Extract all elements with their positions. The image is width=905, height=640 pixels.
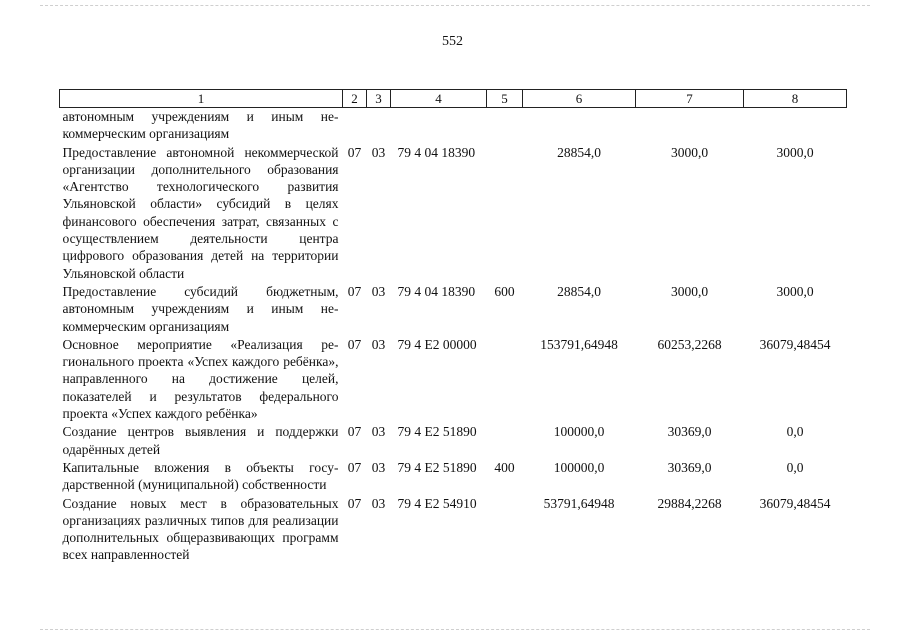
row-section: 07 bbox=[347, 459, 362, 475]
row-expense-type bbox=[487, 495, 523, 565]
row-section: 07 bbox=[347, 495, 362, 511]
column-header-3: 3 bbox=[367, 90, 391, 108]
row-value-col6: 153791,64948 bbox=[540, 336, 618, 352]
table-row bbox=[60, 495, 847, 565]
table-row bbox=[60, 144, 847, 283]
row-name: Основное мероприятие «Реализация регионального проекта «Успех каждого ребёнка», направленного на достижение целей, показателей и результатов федерального проекта «Успех каждого ребёнка» bbox=[62, 336, 339, 422]
column-header-2: 2 bbox=[343, 90, 367, 108]
scan-edge-bottom bbox=[40, 629, 870, 631]
row-subsection: 03 bbox=[371, 424, 386, 440]
row-name: Капитальные вложения в объекты государственной (муниципальной) собственности bbox=[62, 459, 339, 493]
row-value-col6: 53791,64948 bbox=[543, 495, 615, 511]
row-section: 07 bbox=[347, 336, 362, 352]
table-header bbox=[60, 90, 847, 108]
table-row bbox=[60, 459, 847, 495]
row-section: 07 bbox=[347, 283, 362, 299]
scan-edge-top bbox=[40, 5, 870, 7]
row-value-col7: 30369,0 bbox=[667, 459, 712, 475]
row-value-col6: 28854,0 bbox=[557, 144, 601, 160]
column-header-1: 1 bbox=[60, 90, 343, 108]
row-section: 07 bbox=[347, 144, 362, 160]
row-value-col7: 29884,2268 bbox=[657, 495, 722, 511]
row-name: Создание новых мест в образовательных организациях различных типов для реализации дополнительных общеразвивающих программ всех направленностей bbox=[62, 495, 339, 563]
row-value-col6: 28854,0 bbox=[557, 283, 601, 299]
row-value-col8: 0,0 bbox=[786, 459, 804, 475]
row-subsection bbox=[367, 108, 391, 144]
row-target-article: 79 4 E2 51890 bbox=[397, 459, 477, 475]
table-row bbox=[60, 423, 847, 459]
row-subsection: 03 bbox=[371, 283, 386, 299]
row-expense-type bbox=[487, 423, 523, 459]
row-target-article: 79 4 E2 00000 bbox=[397, 336, 477, 352]
row-value-col7: 3000,0 bbox=[670, 283, 709, 299]
column-header-7: 7 bbox=[636, 90, 744, 108]
row-subsection: 03 bbox=[371, 144, 386, 160]
row-name: Создание центров выявления и поддержки одарённых детей bbox=[62, 424, 339, 457]
row-expense-type bbox=[487, 144, 523, 283]
row-target-article: 79 4 E2 54910 bbox=[397, 495, 477, 511]
page-number: 552 bbox=[442, 34, 463, 49]
row-value-col7 bbox=[636, 108, 744, 144]
row-target-article bbox=[391, 108, 487, 144]
row-value-col8: 3000,0 bbox=[776, 144, 814, 160]
row-expense-type: 400 bbox=[494, 459, 515, 475]
row-value-col7: 30369,0 bbox=[667, 424, 712, 440]
budget-table bbox=[59, 89, 847, 565]
column-header-8: 8 bbox=[744, 90, 847, 108]
row-value-col6: 100000,0 bbox=[553, 459, 605, 475]
row-section: 07 bbox=[347, 424, 362, 440]
row-expense-type: 600 bbox=[494, 283, 515, 299]
row-target-article: 79 4 04 18390 bbox=[397, 283, 476, 299]
row-value-col6: 100000,0 bbox=[553, 424, 605, 440]
row-value-col8: 36079,48454 bbox=[759, 336, 831, 352]
row-name: Предоставление субсидий бюджетным, автономным учреждениям и иным некоммерческим организациям bbox=[62, 283, 339, 334]
row-value-col8: 0,0 bbox=[786, 424, 804, 440]
row-value-col8: 3000,0 bbox=[776, 283, 814, 299]
row-name: автономным учреждениям и иным некоммерческим организациям bbox=[62, 109, 339, 142]
row-subsection: 03 bbox=[371, 495, 386, 511]
row-name: Предоставление автономной некоммерческой организации дополнительного образования «Агентство технологического развития Ульяновской области» субсидий в целях финансового обеспечения затрат, связанных с осуществлением деятельности центра цифрового образования детей на территории Ульяновской области bbox=[62, 144, 339, 281]
row-value-col7: 3000,0 bbox=[670, 144, 709, 160]
row-subsection: 03 bbox=[371, 459, 386, 475]
row-expense-type bbox=[487, 108, 523, 144]
row-target-article: 79 4 04 18390 bbox=[397, 144, 476, 160]
row-value-col7: 60253,2268 bbox=[657, 336, 722, 352]
row-target-article: 79 4 E2 51890 bbox=[397, 424, 477, 440]
table-body bbox=[60, 108, 847, 565]
column-header-6: 6 bbox=[523, 90, 636, 108]
table-row bbox=[60, 336, 847, 423]
row-value-col8: 36079,48454 bbox=[759, 495, 831, 511]
header-row bbox=[60, 90, 847, 108]
row-value-col8 bbox=[744, 108, 847, 144]
row-subsection: 03 bbox=[371, 336, 386, 352]
row-section bbox=[343, 108, 367, 144]
column-header-4: 4 bbox=[391, 90, 487, 108]
table-row bbox=[60, 108, 847, 144]
column-header-5: 5 bbox=[487, 90, 523, 108]
row-value-col6 bbox=[523, 108, 636, 144]
table-row bbox=[60, 283, 847, 336]
row-expense-type bbox=[487, 336, 523, 423]
